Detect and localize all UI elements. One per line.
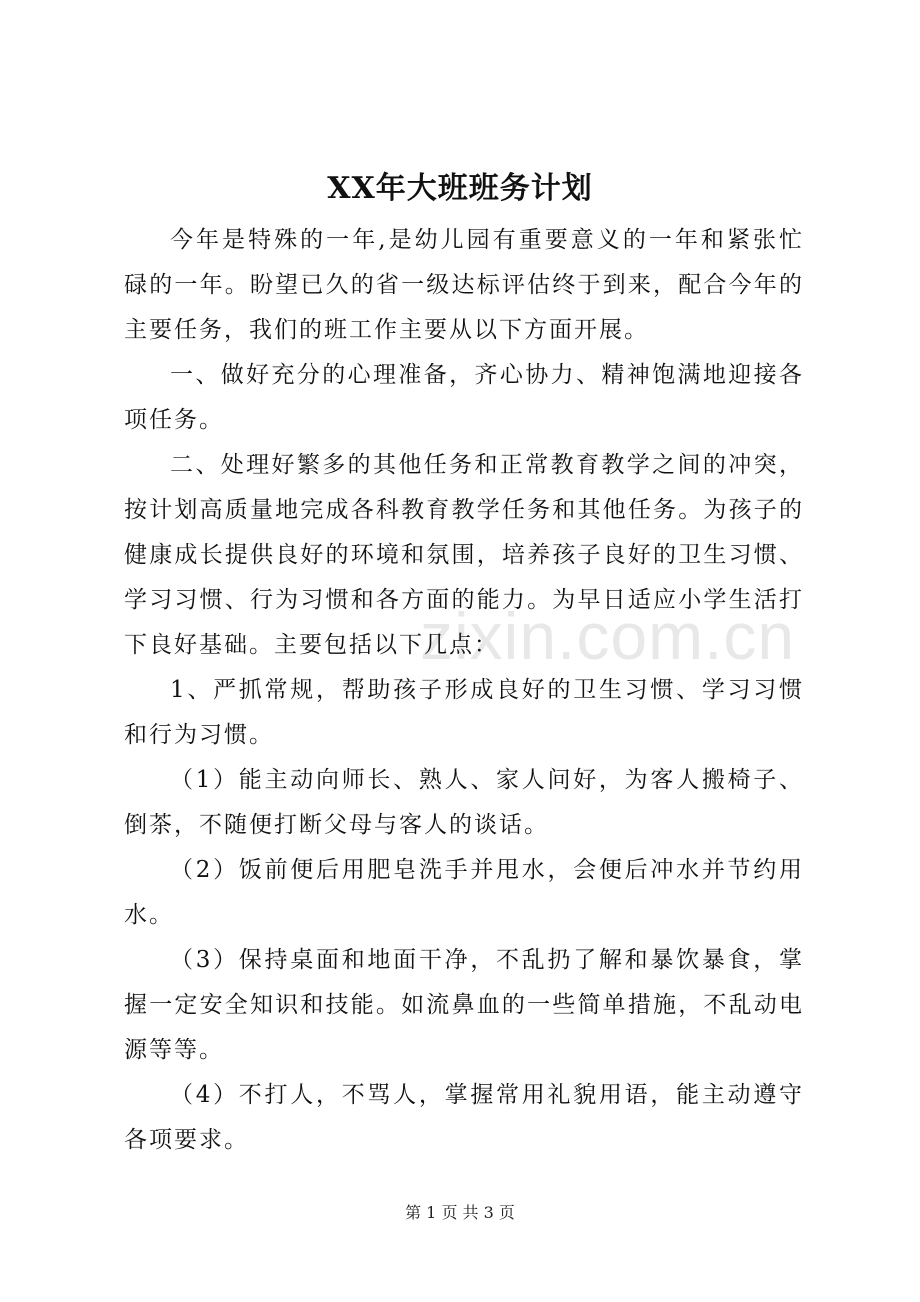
paragraph-item-1: 1、严抓常规，帮助孩子形成良好的卫生习惯、学习习惯和行为习惯。 xyxy=(124,677,804,748)
paragraph-subitem-3: （3）保持桌面和地面干净，不乱扔了解和暴饮暴食，掌握一定安全知识和技能。如流鼻血的一些简单措施，不乱动电源等等。 xyxy=(124,947,804,1063)
document-title: XX年大班班务计划 xyxy=(327,171,593,206)
paragraph-intro: 今年是特殊的一年,是幼儿园有重要意义的一年和紧张忙碌的一年。盼望已久的省一级达标评估终于到来，配合今年的主要任务，我们的班工作主要从以下方面开展。 xyxy=(124,227,804,343)
paragraph-section-2: 二、处理好繁多的其他任务和正常教育教学之间的冲突，按计划高质量地完成各科教育教学任务和其他任务。为孩子的健康成长提供良好的环境和氛围，培养孩子良好的卫生习惯、学习习惯、行为习惯和各方面的能力。为早日适应小学生活打下良好基础。主要包括以下几点： xyxy=(124,452,804,658)
paragraph-subitem-1: （1）能主动向师长、熟人、家人问好，为客人搬椅子、倒茶，不随便打断父母与客人的谈话。 xyxy=(124,767,804,838)
document-body xyxy=(124,218,804,1163)
paragraph-section-1: 一、做好充分的心理准备，齐心协力、精神饱满地迎接各项任务。 xyxy=(124,362,804,433)
paragraph-subitem-2: （2）饭前便后用肥皂洗手并甩水，会便后冲水并节约用水。 xyxy=(124,857,804,928)
watermark-text: zixin.com.cn xyxy=(420,599,796,673)
page-footer: 第 1 页 共 3 页 xyxy=(405,1203,515,1222)
paragraph-subitem-4: （4）不打人，不骂人，掌握常用礼貌用语，能主动遵守各项要求。 xyxy=(124,1082,804,1153)
